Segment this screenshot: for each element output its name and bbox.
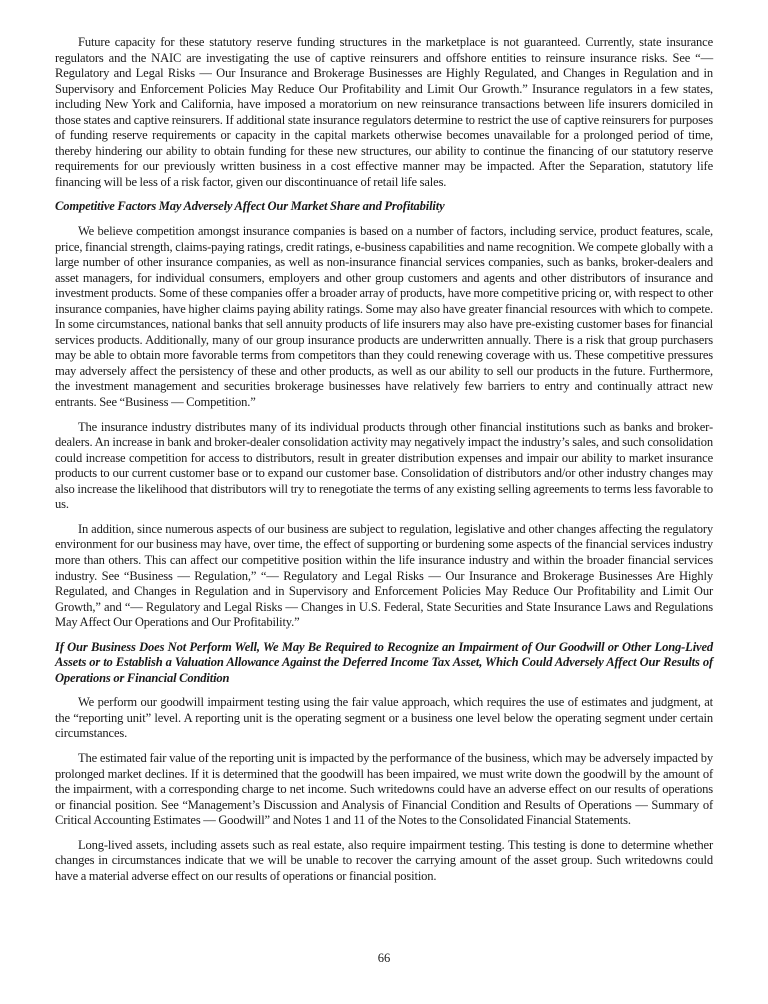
paragraph-fair-value-reporting-unit: The estimated fair value of the reporting unit is impacted by the performance of the business, which may be adversely impacted by prolonged market declines. If it is determined that the goodwill has been impaired, we must write down the goodwill by the amount of the impairment, with a corresponding charge to net income. Such writedowns could have an adverse effect on our results of operations or financial position. See “Management’s Discussion and Analysis of Financial Condition and Results of Operations — Summary of Critical Accounting Estimates — Goodwill” and Notes 1 and 11 of the Notes to the Consolidated Financial Statements. — [55, 750, 713, 828]
paragraph-long-lived-assets: Long-lived assets, including assets such as real estate, also require impairment testing. This testing is done to determine whether changes in circumstances indicate that we will be unable to recover the carrying amount of the asset group. Such writedowns could have a material adverse effect on our results of operations or financial position. — [55, 837, 713, 883]
paragraph-goodwill-testing: We perform our goodwill impairment testing using the fair value approach, which requires the use of estimates and judgment, at the “reporting unit” level. A reporting unit is the operating segment or a business one level below the operating segment under certain circumstances. — [55, 695, 713, 741]
page-number: 66 — [377, 951, 391, 965]
section-heading-goodwill-impairment: If Our Business Does Not Perform Well, We May Be Required to Recognize an Impairment of Our Goodwill or Other Long-Lived Assets or to Establish a Valuation Allowance Against the Deferred Income Tax Asset, Which Could Adversely Affect Our Results of Operations or Financial Condition — [55, 639, 713, 685]
paragraph-statutory-reserve-funding: Future capacity for these statutory reserve funding structures in the marketplace is not guaranteed. Currently, state insurance regulators and the NAIC are investigating the use of captive reinsurers and offshore entities to reinsure insurance risks. See “— Regulatory and Legal Risks — Our Insurance and Brokerage Businesses are Highly Regulated, and Changes in Regulation and in Supervisory and Enforcement Policies May Reduce Our Profitability and Limit Our Growth.” Insurance regulators in a few states, including New York and California, have imposed a moratorium on new reinsurance transactions between life insurers domiciled in those states and captive reinsurers. If additional state insurance regulators determine to restrict the use of captive reinsurers for purposes of funding reserve requirements or capacity in the capital markets otherwise becomes unavailable for a prolonged period of time, thereby hindering our ability to obtain funding for these new structures, our ability to continue the financing of our statutory reserve requirements for our previously written business in a cost effective manner may be impacted. After the Separation, statutory life financing will be less of a risk factor, given our discontinuance of retail life sales. — [55, 35, 713, 189]
paragraph-regulatory-environment: In addition, since numerous aspects of our business are subject to regulation, legislative and other changes affecting the regulatory environment for our business may have, over time, the effect of supporting or burdening some aspects of the financial services industry more than others. This can affect our competitive position within the life insurance industry and within the broader financial services industry. See “Business — Regulation,” “— Regulatory and Legal Risks — Our Insurance and Brokerage Businesses Are Highly Regulated, and Changes in Regulation and in Supervisory and Enforcement Policies May Reduce Our Profitability and Limit Our Growth,” and “— Regulatory and Legal Risks — Changes in U.S. Federal, State Securities and State Insurance Laws and Regulations May Affect Our Operations and Our Profitability.” — [55, 521, 713, 630]
paragraph-competition-factors: We believe competition amongst insurance companies is based on a number of factors, including service, product features, scale, price, financial strength, claims-paying ratings, credit ratings, e-business capabilities and name recognition. We compete globally with a large number of other insurance companies, as well as non-insurance financial services companies, such as banks, broker-dealers and asset managers, for individual consumers, employers and other group customers and agents and other distributors of insurance and investment products. Some of these companies offer a broader array of products, have more competitive pricing or, with respect to other insurance companies, have higher claims paying ability ratings. Some may also have greater financial resources with which to compete. In some circumstances, national banks that sell annuity products of life insurers may also have pre-existing customer bases for financial services products. Additionally, many of our group insurance products are underwritten annually. There is a risk that group purchasers may be able to obtain more favorable terms from competitors than they could renewing coverage with us. These competitive pressures may adversely affect the persistency of these and other products, as well as our ability to sell our products in the future. Furthermore, the investment management and securities brokerage businesses have relatively few barriers to entry and continually attract new entrants. See “Business — Competition.” — [55, 224, 713, 410]
section-heading-competitive-factors: Competitive Factors May Adversely Affect Our Market Share and Profitability — [55, 199, 445, 214]
document-page — [55, 35, 713, 893]
paragraph-distribution-consolidation: The insurance industry distributes many of its individual products through other financial institutions such as banks and broker-dealers. An increase in bank and broker-dealer consolidation activity may negatively impact the industry’s sales, and such consolidation could increase competition for access to distributors, result in greater distribution expenses and impair our ability to market insurance products to our current customer base or to expand our customer base. Consolidation of distributors and/or other industry changes may also increase the likelihood that distributors will try to renegotiate the terms of any existing selling agreements to terms less favorable to us. — [55, 419, 713, 512]
